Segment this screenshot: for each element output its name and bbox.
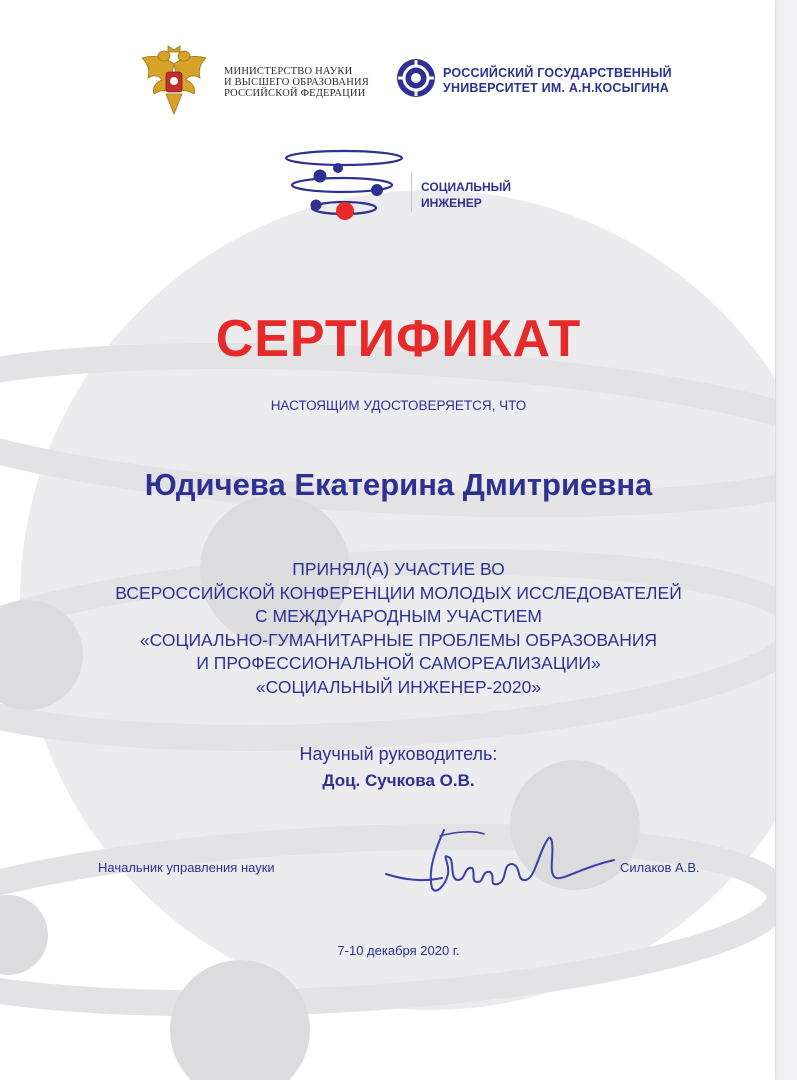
head-title: Начальник управления науки (98, 860, 275, 875)
university-block (396, 58, 686, 108)
certificate-title: СЕРТИФИКАТ (215, 310, 582, 368)
university-logo-icon (396, 58, 436, 98)
participation-line: ПРИНЯЛ(А) УЧАСТИЕ ВО (292, 559, 505, 579)
ministry-block (136, 44, 376, 114)
event-date: 7-10 декабря 2020 г. (337, 943, 460, 958)
conference-logo-text: СОЦИАЛЬНЫЙ ИНЖЕНЕР (421, 180, 511, 210)
recipient-name: Юдичева Екатерина Дмитриевна (144, 467, 653, 502)
advisor-label: Научный руководитель: (299, 744, 498, 764)
advisor-name: Доц. Сучкова О.В. (322, 771, 475, 790)
double-headed-eagle-icon (136, 44, 212, 118)
participation-line: «СОЦИАЛЬНО-ГУМАНИТАРНЫЕ ПРОБЛЕМЫ ОБРАЗОВАНИЯ (139, 629, 658, 650)
certify-line: НАСТОЯЩИМ УДОСТОВЕРЯЕТСЯ, ЧТО (270, 398, 527, 413)
handwritten-signature (384, 822, 619, 902)
ministry-name: МИНИСТЕРСТВО НАУКИ И ВЫСШЕГО ОБРАЗОВАНИЯ РОССИЙСКОЙ ФЕДЕРАЦИИ (224, 66, 369, 99)
participation-text (0, 558, 775, 699)
participation-line: И ПРОФЕССИОНАЛЬНОЙ САМОРЕАЛИЗАЦИИ» (196, 653, 601, 673)
head-name: Силаков А.В. (620, 860, 700, 875)
university-name: РОССИЙСКИЙ ГОСУДАРСТВЕННЫЙ УНИВЕРСИТЕТ ИМ. А.Н.КОСЫГИНА (443, 66, 672, 95)
orbit-atom-logo-icon (282, 148, 407, 233)
participation-line: ВСЕРОССИЙСКОЙ КОНФЕРЕНЦИИ МОЛОДЫХ ИССЛЕДОВАТЕЛЕЙ (115, 582, 682, 603)
participation-line: С МЕЖДУНАРОДНЫМ УЧАСТИЕМ (255, 606, 542, 626)
participation-line: «СОЦИАЛЬНЫЙ ИНЖЕНЕР-2020» (255, 676, 542, 697)
logo-divider (411, 172, 412, 212)
